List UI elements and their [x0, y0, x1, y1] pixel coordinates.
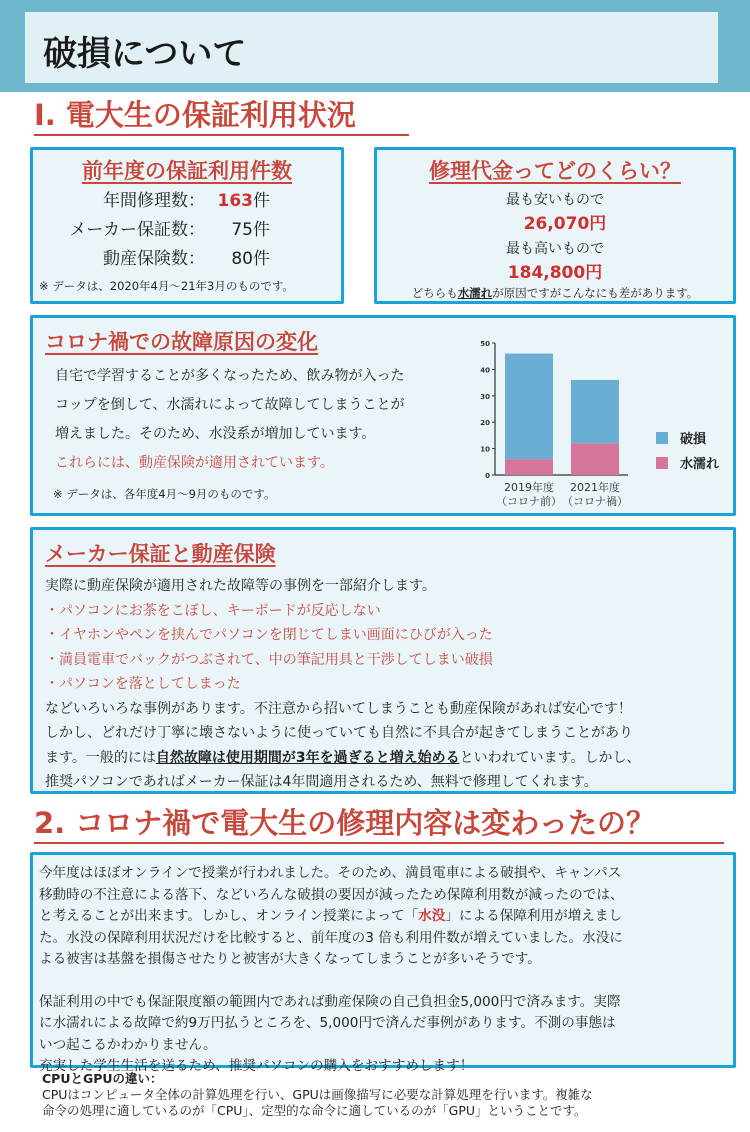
- case-item: ・パソコンにお茶をこぼし、キーボードが反応しない: [45, 602, 381, 619]
- stats-note: ※ データは、2020年4月～21年3月のものです。: [39, 279, 294, 293]
- case-item: ・パソコンを落としてしまった: [45, 676, 241, 692]
- body2-box: [30, 852, 736, 1074]
- footnote-text: CPUはコンピュータ全体の計算処理を行い、GPUは画像描写に必要な計算処理を行います。複雑な: [42, 1087, 593, 1102]
- maker-text: しかし、どれだけ丁寧に壊さないように使っていても自然に不具合が起きてしまうことがあり: [45, 725, 633, 741]
- maker-text: ます。一般的には自然故障は使用期間が3年を過ぎると増え始めるといわれています。しかし、: [45, 749, 641, 766]
- cheap-label: 最も安いもので: [506, 192, 604, 208]
- section1-heading: Ⅰ. 電大生の保証利用状況: [34, 96, 409, 136]
- corona-text: 自宅で学習することが多くなったため、飲み物が入った: [55, 368, 405, 384]
- legend-swatch: [656, 432, 668, 444]
- body-text: と考えることが出来ます。しかし、オンライン授業によって「水没」による保障利用が増えまし: [39, 908, 623, 924]
- maker-heading: メーカー保証と動産保険: [45, 542, 276, 566]
- stat-unit: 件: [253, 249, 270, 269]
- corona-text: コップを倒して、水濡れによって故障してしまうことが: [55, 397, 405, 413]
- stats-heading: 前年度の保証利用件数: [82, 159, 292, 183]
- stat-value: 80: [231, 249, 253, 269]
- corona-red-text: これらには、動産保険が適用されています。: [55, 455, 334, 471]
- body-text: 今年度はほぼオンラインで授業が行われました。そのため、満員電車による破損や、キャンパス: [39, 865, 622, 881]
- legend-label: 水濡れ: [680, 457, 720, 472]
- stat-value: 163: [217, 191, 253, 211]
- body-text: 充実した学生生活を送るため、推奨パソコンの購入をおすすめします！: [39, 1058, 474, 1074]
- stats-box: [30, 147, 344, 304]
- legend-label: 破損: [680, 432, 707, 447]
- x-tick-label: （コロナ禍）: [562, 495, 628, 508]
- stat-unit: 件: [253, 191, 270, 211]
- footnote-text: 命令の処理に適しているのが「CPU」、定型的な命令に適しているのが「GPU」ということです。: [42, 1103, 587, 1118]
- corona-text: 増えました。そのため、水没系が増加しています。: [55, 426, 376, 442]
- stat-row: [45, 187, 341, 216]
- stat-row: [45, 216, 341, 245]
- corona-note: ※ データは、各年度4月～9月のものです。: [53, 487, 276, 501]
- x-tick-label: 2019年度: [504, 481, 554, 494]
- maker-text: 推奨パソコンであればメーカー保証は4年間適用されるため、無料で修理してくれます。: [45, 774, 598, 790]
- body-text: 移動時の不注意による落下、などいろんな破損の要因が減ったため保障利用数が減ったのでは、: [39, 886, 624, 903]
- body-text: に水濡れによる故障で約9万円払うところを、5,000円で済んだ事例があります。不測の事態は: [39, 1015, 616, 1031]
- bar-破損: [505, 354, 553, 460]
- case-item: ・イヤホンやペンを挟んでパソコンを閉じてしまい画面にひびが入った: [45, 627, 493, 643]
- stat-row: [45, 245, 341, 274]
- x-tick-label: （コロナ前）: [496, 495, 562, 508]
- cause-chart: [470, 330, 740, 515]
- stat-label: メーカー保証数：: [69, 220, 205, 240]
- bar-水濡れ: [505, 459, 553, 475]
- stat-value: 75: [231, 220, 253, 240]
- stat-label: 年間修理数：: [103, 191, 205, 211]
- y-tick-label: 20: [480, 419, 490, 428]
- legend-swatch: [656, 457, 668, 469]
- x-tick-label: 2021年度: [570, 481, 620, 494]
- stat-unit: 件: [253, 220, 270, 240]
- body-text: た。水没の保障利用状況だけを比較すると、前年度の3 倍も利用件数が増えていました。水没に: [39, 929, 623, 946]
- high-value: 184,800円: [507, 263, 603, 283]
- maker-box: [30, 527, 736, 794]
- corona-heading: コロナ禍での故障原因の変化: [45, 330, 318, 354]
- cost-box: [374, 147, 736, 304]
- footnote-title: CPUとGPUの違い：: [42, 1071, 163, 1086]
- case-item: ・満員電車でバックがつぶされて、中の筆記用具と干渉してしまい破損: [45, 651, 493, 668]
- cheap-value: 26,070円: [523, 214, 607, 234]
- body-text: いつ起こるかわかりません。: [39, 1036, 217, 1053]
- stat-label: 動産保険数：: [103, 249, 205, 269]
- maker-text: などいろいろな事例があります。不注意から招いてしまうことも動産保険があれば安心です！: [45, 700, 632, 717]
- cost-heading: 修理代金ってどのくらい？: [429, 159, 681, 183]
- section2-heading: 2. コロナ禍で電大生の修理内容は変わったの？: [34, 804, 724, 844]
- y-tick-label: 50: [480, 340, 490, 348]
- maker-intro: 実際に動産保険が適用された故障等の事例を一部紹介します。: [45, 578, 436, 594]
- y-tick-label: 40: [480, 366, 490, 375]
- bar-水濡れ: [571, 443, 619, 475]
- footnote: [42, 1071, 593, 1119]
- y-tick-label: 10: [480, 445, 490, 454]
- y-tick-label: 30: [480, 392, 490, 401]
- body-text: よる被害は基盤を損傷させたりと被害が大きくなってしまうことが多いそうです。: [39, 951, 541, 967]
- bar-破損: [571, 380, 619, 443]
- page-title: 破損について: [25, 12, 718, 83]
- cost-note: どちらも水濡れが原因ですがこんなにも差があります。: [411, 286, 699, 300]
- body-text: 保証利用の中でも保証限度額の範囲内であれば動産保険の自己負担金5,000円で済みます。実際: [39, 993, 621, 1010]
- high-label: 最も高いもので: [506, 241, 604, 257]
- y-tick-label: 0: [485, 472, 490, 480]
